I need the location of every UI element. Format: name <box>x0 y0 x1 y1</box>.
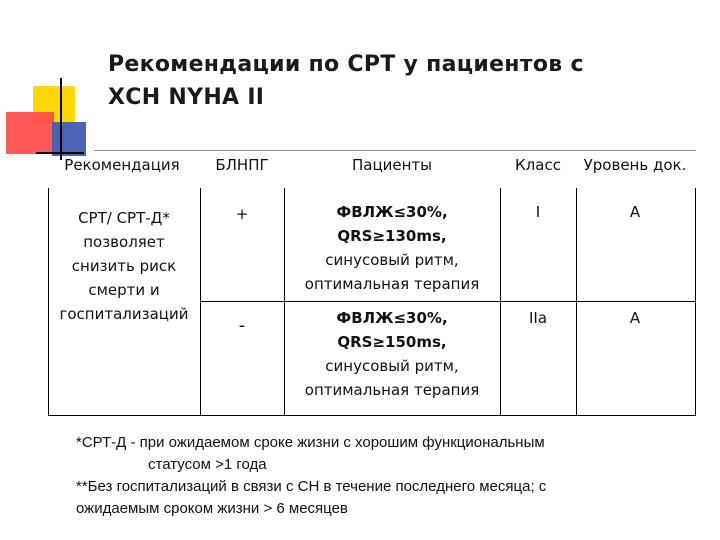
row1-lbbb: + <box>235 205 249 223</box>
table-row-divider <box>200 301 696 302</box>
header-evidence-level: Уровень док. <box>583 156 687 174</box>
footnote-2-line-1: **Без госпитализаций в связи с СН в течение последнего месяца; с <box>76 478 547 495</box>
row2-class: IIa <box>528 309 548 327</box>
recommendation-text <box>48 206 200 326</box>
header-class: Класс <box>515 156 561 174</box>
recommendation-line: госпитализаций <box>59 305 189 323</box>
footnotes <box>76 432 686 520</box>
recommendation-line: смерти и <box>88 281 160 299</box>
patients-line: оптимальная терапия <box>304 275 480 293</box>
decor-red-square <box>6 112 54 154</box>
table-border-right <box>695 188 696 416</box>
row2-lbbb: - <box>238 315 246 336</box>
slide-title-line-1: Рекомендации по СРТ у пациентов с <box>108 52 584 77</box>
patients-line: синусовый ритм, <box>325 357 459 375</box>
slide-title-line-2: ХСН NYHA II <box>108 85 265 110</box>
footnote-1-line-1: *СРТ-Д - при ожидаемом сроке жизни с хорошим функциональным <box>76 434 545 451</box>
footnote-1-line-2: статусом >1 года <box>148 456 267 473</box>
decor-vertical-line <box>60 78 62 160</box>
row1-patients <box>284 200 500 296</box>
recommendation-line: позволяет <box>83 233 165 251</box>
recommendation-line: СРТ/ СРТ-Д* <box>78 209 170 227</box>
recommendation-line: снизить риск <box>71 257 177 275</box>
recommendation-table <box>48 150 696 416</box>
footnote-2-line-2: ожидаемым сроком жизни > 6 месяцев <box>76 500 348 517</box>
patients-line: ФВЛЖ≤30%, <box>336 203 448 221</box>
row2-level: A <box>629 309 641 327</box>
row2-patients <box>284 306 500 402</box>
row1-level: A <box>629 203 641 221</box>
header-patients: Пациенты <box>351 156 433 174</box>
patients-line: QRS≥130ms, <box>337 227 447 245</box>
patients-line: оптимальная терапия <box>304 381 480 399</box>
patients-line: ФВЛЖ≤30%, <box>336 309 448 327</box>
patients-line: QRS≥150ms, <box>337 333 447 351</box>
slide-title <box>108 48 688 114</box>
header-recommendation: Рекомендация <box>64 156 180 174</box>
table-border-bottom <box>48 415 696 416</box>
header-lbbb: БЛНПГ <box>215 156 269 174</box>
patients-line: синусовый ритм, <box>325 251 459 269</box>
row1-class: I <box>535 203 541 221</box>
